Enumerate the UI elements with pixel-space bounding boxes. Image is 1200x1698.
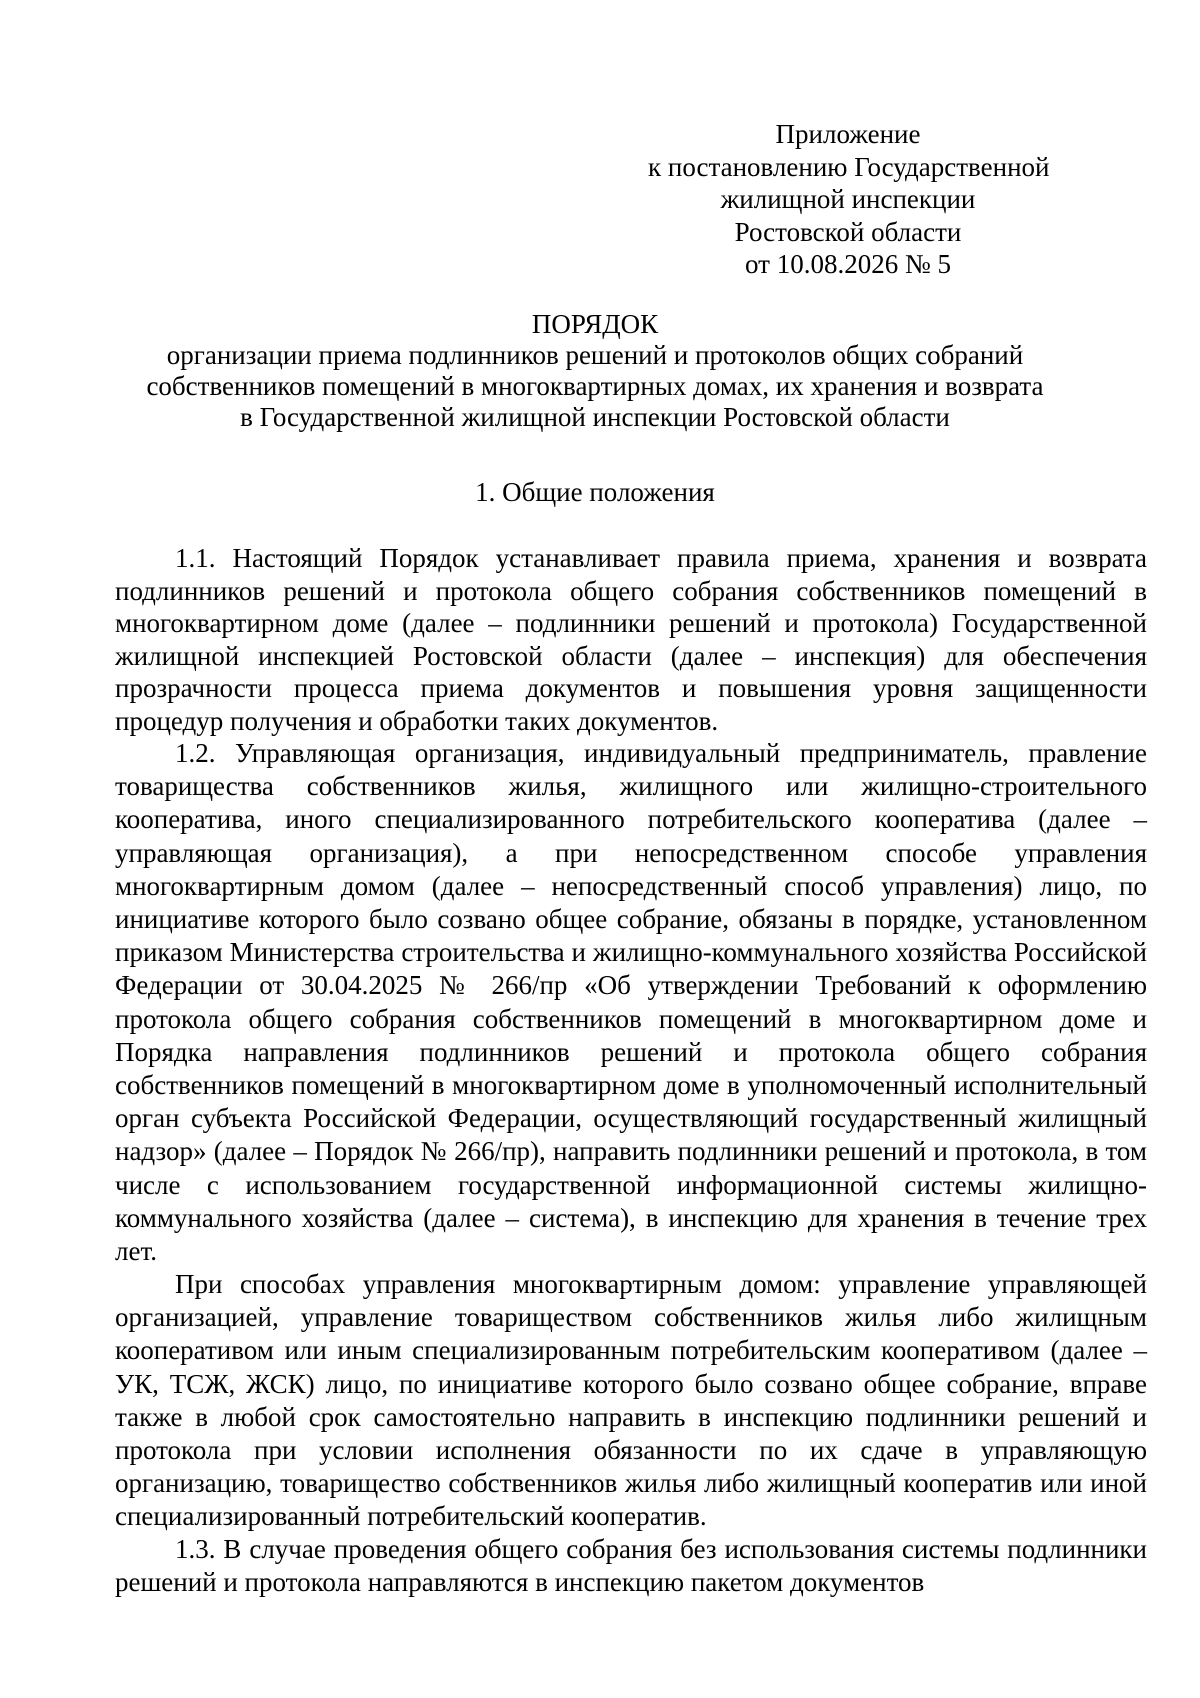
document-title (120, 309, 1070, 433)
appendix-resolution-line: к постановлению Государственной (648, 151, 1050, 182)
paragraph-1-2: 1.2. Управляющая организация, индивидуальный предприниматель, правление товарищества собственников жилья, жилищного или жилищно-строительного кооператива, иного специализированного потребительского кооператива (далее – управляющая организация), а при непосредственном способе управления многоквартирным домом (далее – непосредственный способ управления) лицо, по инициативе которого было созвано общее собрание, обязаны в порядке, установленном приказом Министерства строительства и жилищно-коммунального хозяйства Российской Федерации от 30.04.2025 № 266/пр «Об утверждении Требований к оформлению протокола общего собрания собственников помещений в многоквартирном доме и Порядка направления подлинников решений и протокола общего собрания собственников помещений в многоквартирном доме в уполномоченный исполнительный орган субъекта Российской Федерации, осуществляющий государственный жилищный надзор» (далее – Порядок № 266/пр), направить подлинники решений и протокола, в том числе с использованием государственной информационной системы жилищно-коммунального хозяйства (далее – система), в инспекцию для хранения в течение трех лет. (115, 738, 1147, 1267)
section-heading: 1. Общие положения (475, 477, 715, 507)
title-line: организации приема подлинников решений и протоколов общих собраний (166, 340, 1024, 370)
appendix-label: Приложение (775, 119, 921, 149)
title-line: собственников помещений в многоквартирных домах, их хранения и возврата (146, 371, 1044, 401)
paragraph-1-1: 1.1. Настоящий Порядок устанавливает правила приема, хранения и возврата подлинников решений и протокола общего собрания собственников помещений в многоквартирном доме (далее – подлинники решений и протокола) Государственной жилищной инспекцией Ростовской области (далее – инспекция) для обеспечения прозрачности процесса приема документов и повышения уровня защищенности процедур получения и обработки таких документов. (115, 543, 1147, 736)
appendix-region-line: Ростовской области (734, 216, 962, 247)
paragraph-1-3: 1.3. В случае проведения общего собрания без использования системы подлинники решений и протокола направляются в инспекцию пакетом документов (115, 1534, 1147, 1597)
document-body (115, 542, 1147, 1599)
paragraph-management-methods: При способах управления многоквартирным домом: управление управляющей организацией, управление товариществом собственников жилья либо жилищным кооперативом или иным специализированным потребительским кооперативом (далее – УК, ТСЖ, ЖСК) лицо, по инициативе которого было созвано общее собрание, вправе также в любой срок самостоятельно направить в инспекцию подлинники решений и протокола при условии исполнения обязанности по их сдаче в управляющую организацию, товарищество собственников жилья либо жилищный кооператив или иной специализированный потребительский кооператив. (115, 1269, 1147, 1531)
title-line: в Государственной жилищной инспекции Ростовской области (240, 402, 950, 432)
appendix-inspection-line: жилищной инспекции (720, 184, 976, 214)
title-heading: ПОРЯДОК (531, 309, 659, 339)
appendix-date-number: от 10.08.2026 № 5 (745, 249, 951, 279)
appendix-block (648, 118, 1048, 281)
